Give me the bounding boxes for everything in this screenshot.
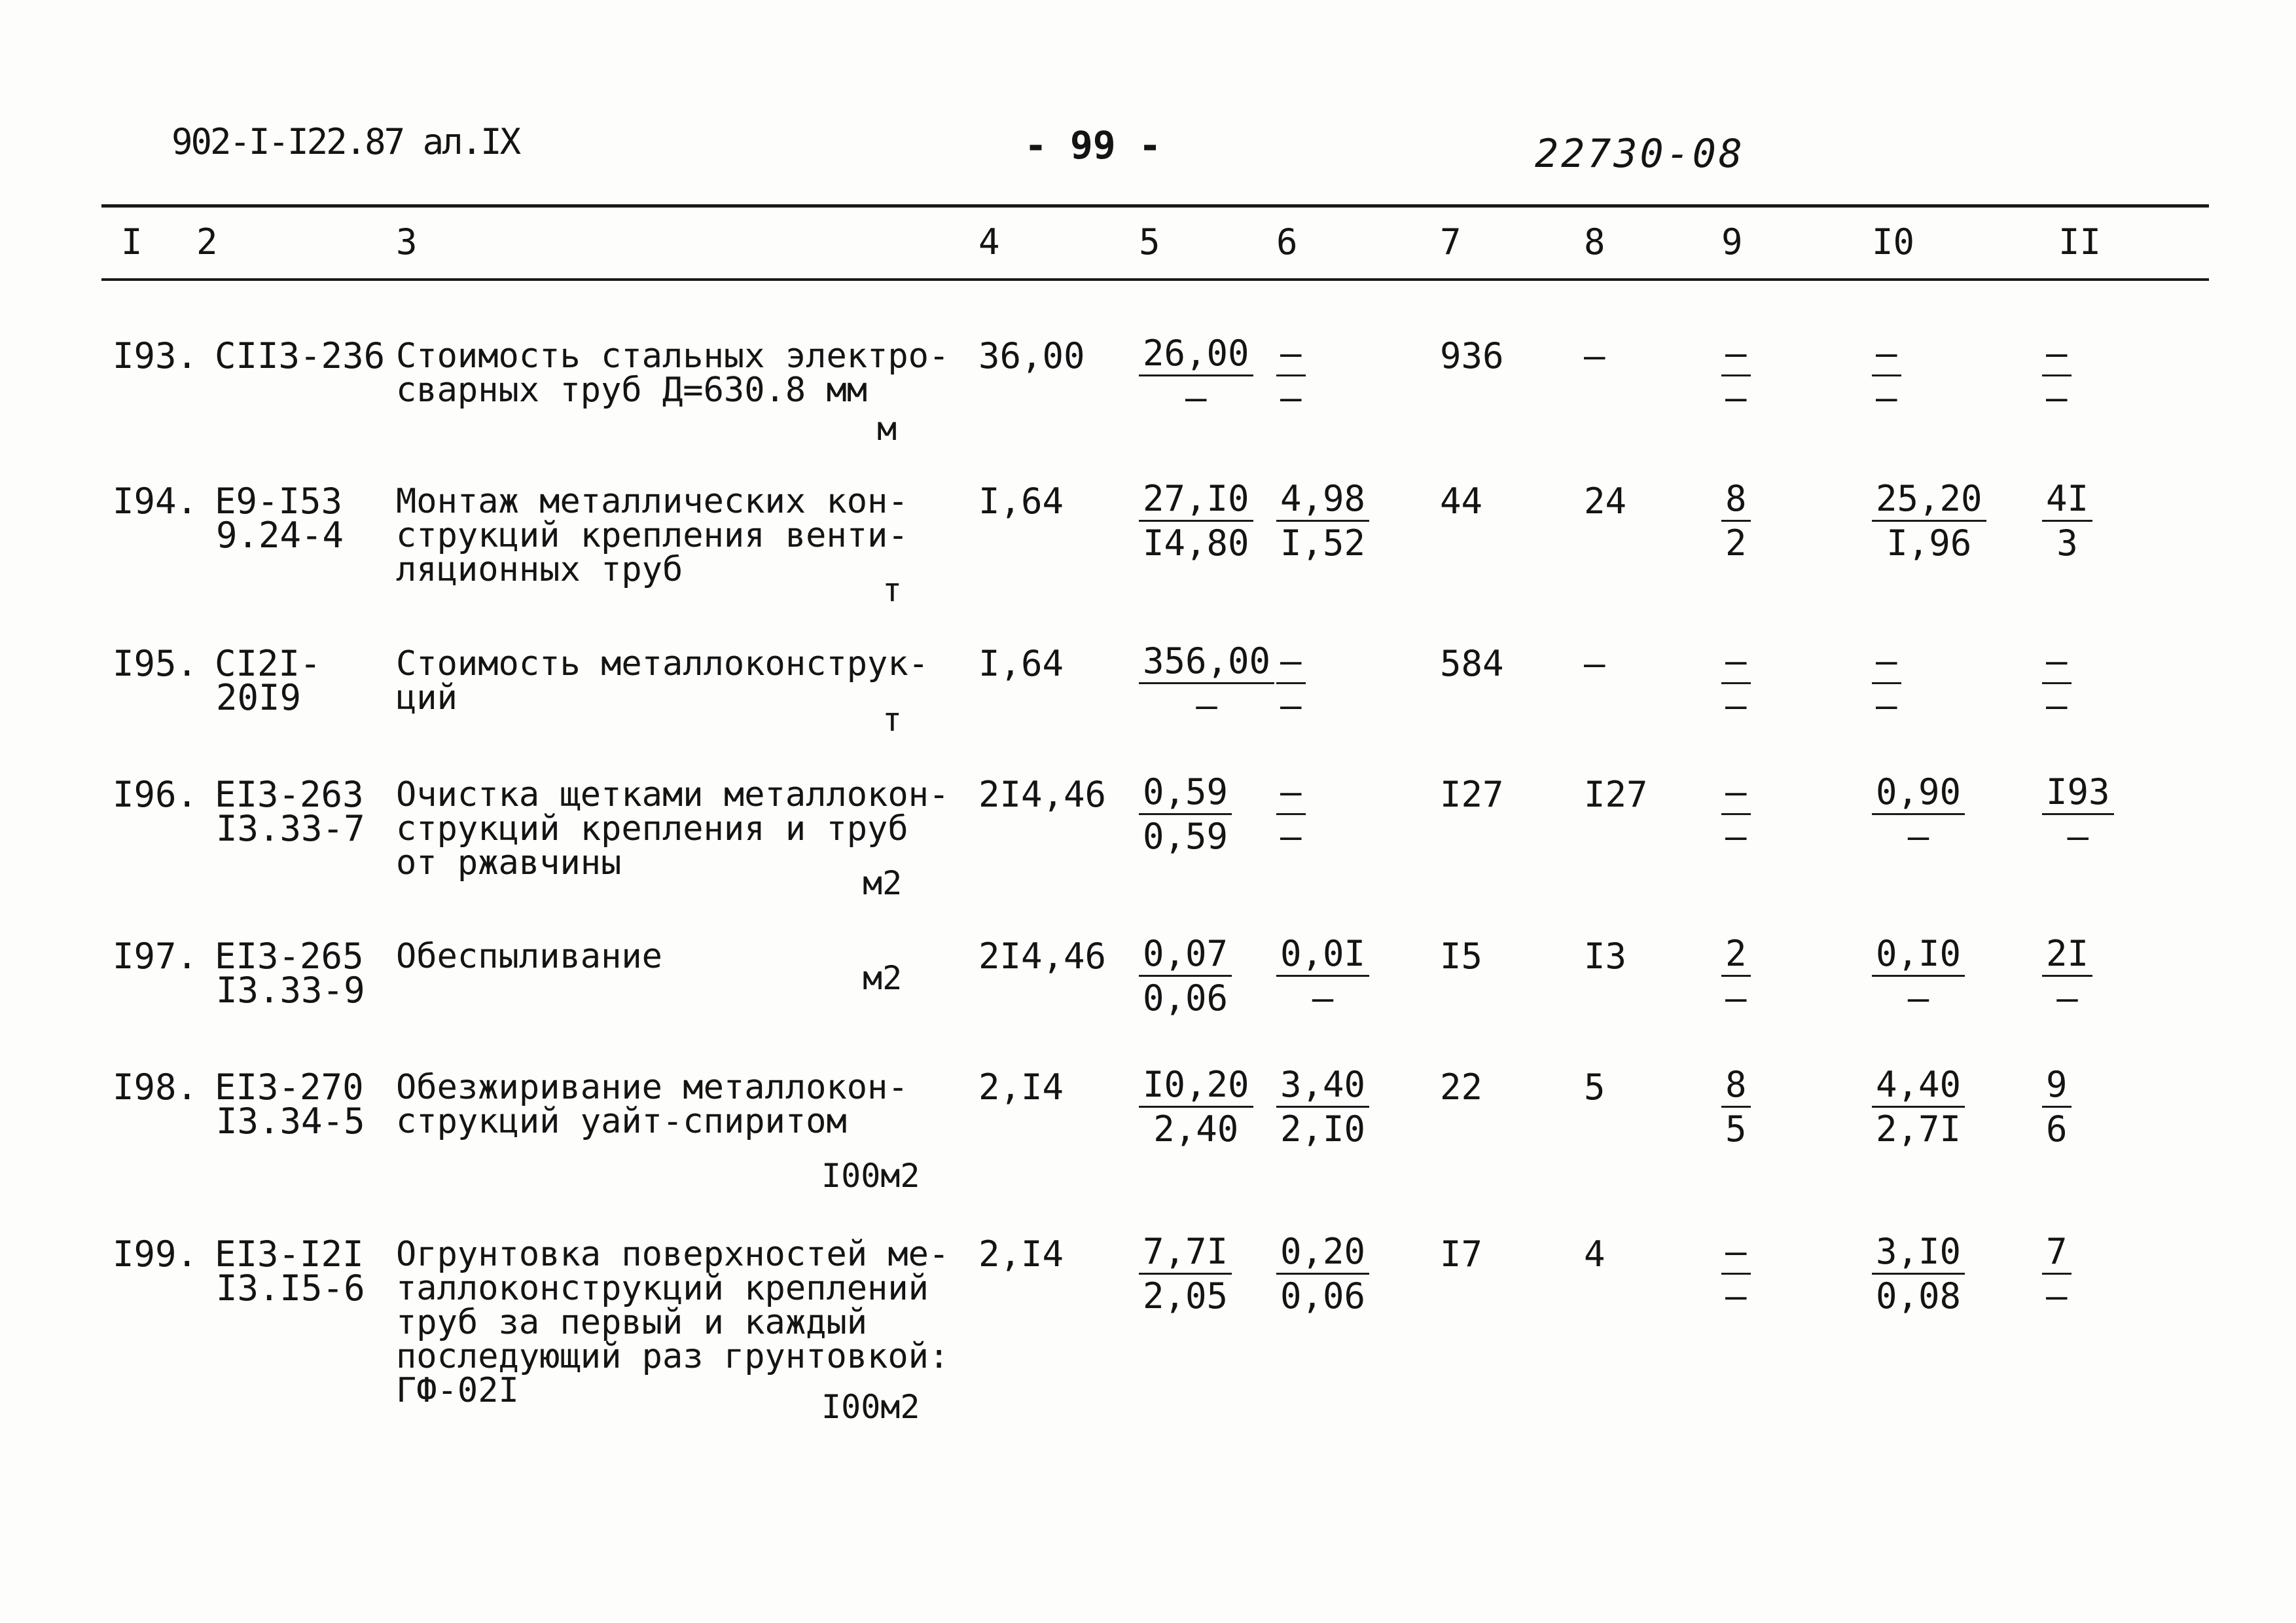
cost-fraction xyxy=(1872,335,1901,420)
fraction-denominator: – xyxy=(2046,685,2068,726)
cost-fraction xyxy=(1276,933,1369,1020)
work-description: струкций уайт-спиритом xyxy=(396,1102,847,1141)
cost-fraction xyxy=(1139,771,1232,858)
wages-cost: – xyxy=(1584,643,1605,684)
fraction-denominator: 6 xyxy=(2046,1108,2068,1150)
work-description: последующий раз грунтовкой: xyxy=(396,1337,950,1376)
fraction-denominator: 0,08 xyxy=(1876,1275,1962,1317)
fraction-denominator: 0,06 xyxy=(1280,1275,1366,1317)
column-number: 9 xyxy=(1721,221,1743,263)
table-header-rule xyxy=(101,278,2209,281)
cost-fraction xyxy=(1872,933,1965,1020)
fraction-denominator: – xyxy=(1876,377,1897,418)
total-cost: I27 xyxy=(1440,774,1504,815)
total-cost: 44 xyxy=(1440,481,1483,522)
fraction-numerator: – xyxy=(1872,643,1901,684)
column-number: 5 xyxy=(1139,221,1160,263)
work-description: струкций крепления и труб xyxy=(396,809,908,848)
cost-fraction xyxy=(1721,933,1751,1020)
document-code: 902-I-I22.87 ал.IX xyxy=(171,121,520,162)
work-description: таллоконструкций креплений xyxy=(396,1269,929,1308)
fraction-numerator: 27,I0 xyxy=(1139,481,1253,522)
norm-code: I3.I5-6 xyxy=(216,1267,365,1309)
fraction-numerator: 3,40 xyxy=(1276,1067,1369,1108)
cost-fraction xyxy=(1276,478,1369,565)
work-description: труб за первый и каждый xyxy=(396,1303,868,1342)
fraction-numerator: 7,7I xyxy=(1139,1233,1232,1275)
column-number: 7 xyxy=(1440,221,1462,263)
row-number: I93. xyxy=(113,335,198,376)
fraction-denominator: – xyxy=(1196,685,1217,726)
cost-fraction xyxy=(1721,771,1751,858)
fraction-numerator: 0,20 xyxy=(1276,1233,1369,1275)
fraction-numerator: – xyxy=(2042,335,2072,376)
wages-cost: 24 xyxy=(1584,481,1627,522)
fraction-numerator: 7 xyxy=(2042,1233,2072,1275)
fraction-numerator: – xyxy=(1872,335,1901,376)
fraction-denominator: – xyxy=(1725,816,1747,857)
column-number: 2 xyxy=(196,221,218,263)
norm-code: EI3-I2I xyxy=(215,1233,364,1275)
norm-code: EI3-263 xyxy=(215,774,364,815)
quantity: 2I4,46 xyxy=(978,774,1107,815)
fraction-denominator: I4,80 xyxy=(1143,522,1249,564)
cost-fraction xyxy=(2042,933,2092,1020)
unit-of-measure: I00м2 xyxy=(821,1388,920,1426)
work-description: Огрунтовка поверхностей ме- xyxy=(396,1235,950,1274)
fraction-numerator: 0,I0 xyxy=(1872,936,1965,977)
fraction-denominator: – xyxy=(1280,816,1302,857)
cost-fraction xyxy=(2042,478,2092,565)
fraction-numerator: 8 xyxy=(1721,481,1751,522)
cost-fraction xyxy=(1721,1233,1751,1318)
wages-cost: 5 xyxy=(1584,1067,1605,1108)
cost-fraction xyxy=(1721,1064,1751,1151)
fraction-denominator: I,96 xyxy=(1886,522,1972,564)
fraction-numerator: I93 xyxy=(2042,774,2114,815)
norm-code: CII3-236 xyxy=(215,335,386,376)
wages-cost: – xyxy=(1584,335,1605,376)
fraction-numerator: I0,20 xyxy=(1139,1067,1253,1108)
cost-fraction xyxy=(1721,640,1751,727)
work-description: ций xyxy=(396,678,457,718)
cost-fraction xyxy=(1276,1233,1369,1318)
unit-of-measure: м2 xyxy=(863,864,903,902)
cost-fraction xyxy=(1872,1064,1965,1151)
fraction-numerator: – xyxy=(1721,335,1751,376)
work-description: струкций крепления венти- xyxy=(396,516,908,555)
fraction-denominator: – xyxy=(1725,377,1747,418)
total-cost: 584 xyxy=(1440,643,1504,684)
fraction-denominator: – xyxy=(2056,977,2078,1019)
cost-fraction xyxy=(1872,1233,1965,1318)
total-cost: 22 xyxy=(1440,1067,1483,1108)
cost-fraction xyxy=(1872,478,1986,565)
fraction-denominator: 2,I0 xyxy=(1280,1108,1366,1150)
norm-code: 20I9 xyxy=(216,677,302,718)
quantity: 2I4,46 xyxy=(978,936,1107,977)
fraction-denominator: – xyxy=(1725,977,1747,1019)
fraction-denominator: – xyxy=(2067,816,2089,857)
work-description: Обезжиривание металлокон- xyxy=(396,1068,908,1107)
fraction-numerator: – xyxy=(1276,643,1306,684)
cost-fraction xyxy=(1139,1064,1253,1151)
column-number: I0 xyxy=(1872,221,1915,263)
work-description: ГФ-02I xyxy=(396,1371,519,1410)
table-top-rule xyxy=(101,204,2209,208)
cost-fraction xyxy=(1721,478,1751,565)
column-number: I xyxy=(121,221,143,263)
work-description: Очистка щетками металлокон- xyxy=(396,775,950,814)
fraction-denominator: – xyxy=(1280,685,1302,726)
cost-fraction xyxy=(2042,1233,2072,1318)
row-number: I98. xyxy=(113,1067,198,1108)
fraction-denominator: 5 xyxy=(1725,1108,1747,1150)
work-description: сварных труб Д=630.8 мм xyxy=(396,371,868,410)
work-description: Стоимость стальных электро- xyxy=(396,337,950,376)
fraction-denominator: 2,05 xyxy=(1143,1275,1229,1317)
total-cost: I7 xyxy=(1440,1233,1483,1275)
fraction-numerator: 4,40 xyxy=(1872,1067,1965,1108)
column-number: II xyxy=(2058,221,2102,263)
unit-of-measure: м xyxy=(877,410,897,448)
row-number: I96. xyxy=(113,774,198,815)
fraction-denominator: – xyxy=(1876,685,1897,726)
fraction-numerator: 0,07 xyxy=(1139,936,1232,977)
fraction-numerator: 356,00 xyxy=(1139,643,1274,684)
work-description: Обеспыливание xyxy=(396,937,662,976)
fraction-denominator: 2,40 xyxy=(1153,1108,1239,1150)
unit-of-measure: I00м2 xyxy=(821,1157,920,1195)
norm-code: I3.33-7 xyxy=(216,808,365,849)
fraction-denominator: – xyxy=(1312,977,1334,1019)
fraction-numerator: – xyxy=(1276,335,1306,376)
fraction-numerator: 3,I0 xyxy=(1872,1233,1965,1275)
page-number: - 99 - xyxy=(1024,123,1162,168)
cost-fraction xyxy=(1872,771,1965,858)
cost-fraction xyxy=(1276,771,1306,858)
cost-fraction xyxy=(2042,335,2072,420)
fraction-denominator: 2 xyxy=(1725,522,1747,564)
cost-fraction xyxy=(1139,335,1253,420)
cost-fraction xyxy=(1276,1064,1369,1151)
cost-fraction xyxy=(2042,1064,2072,1151)
cost-fraction xyxy=(1276,640,1306,727)
fraction-numerator: 8 xyxy=(1721,1067,1751,1108)
cost-fraction xyxy=(1139,1233,1232,1318)
total-cost: I5 xyxy=(1440,936,1483,977)
quantity: I,64 xyxy=(978,481,1064,522)
quantity: 2,I4 xyxy=(978,1233,1064,1275)
stamp-number: 22730-08 xyxy=(1535,131,1745,177)
norm-code: I3.34-5 xyxy=(216,1101,365,1142)
fraction-numerator: 9 xyxy=(2042,1067,2072,1108)
fraction-numerator: 0,0I xyxy=(1276,936,1369,977)
column-number: 6 xyxy=(1276,221,1298,263)
cost-fraction xyxy=(1872,640,1901,727)
work-description: ляционных труб xyxy=(396,550,683,589)
unit-of-measure: м2 xyxy=(863,959,903,997)
fraction-denominator: – xyxy=(1725,685,1747,726)
fraction-numerator: 26,00 xyxy=(1139,335,1253,376)
column-number: 8 xyxy=(1584,221,1605,263)
wages-cost: I27 xyxy=(1584,774,1648,815)
total-cost: 936 xyxy=(1440,335,1504,376)
fraction-numerator: – xyxy=(1721,774,1751,815)
fraction-numerator: – xyxy=(1276,774,1306,815)
quantity: 2,I4 xyxy=(978,1067,1064,1108)
fraction-denominator: I,52 xyxy=(1280,522,1366,564)
fraction-numerator: – xyxy=(1721,1233,1751,1275)
norm-code: CI2I- xyxy=(215,643,321,684)
fraction-numerator: 0,59 xyxy=(1139,774,1232,815)
fraction-denominator: 3 xyxy=(2056,522,2078,564)
norm-code: E9-I53 xyxy=(215,481,343,522)
cost-fraction xyxy=(1139,640,1274,727)
column-number: 3 xyxy=(396,221,418,263)
unit-of-measure: т xyxy=(882,571,903,609)
work-description: от ржавчины xyxy=(396,843,622,883)
cost-fraction xyxy=(1139,478,1253,565)
fraction-denominator: – xyxy=(1725,1275,1747,1317)
fraction-denominator: – xyxy=(1280,377,1302,418)
fraction-denominator: 2,7I xyxy=(1876,1108,1962,1150)
norm-code: EI3-265 xyxy=(215,936,364,977)
fraction-denominator: 0,06 xyxy=(1143,977,1229,1019)
fraction-numerator: 4I xyxy=(2042,481,2092,522)
work-description: Монтаж металлических кон- xyxy=(396,482,908,521)
row-number: I94. xyxy=(113,481,198,522)
norm-code: I3.33-9 xyxy=(216,970,365,1011)
fraction-denominator: – xyxy=(2046,377,2068,418)
quantity: 36,00 xyxy=(978,335,1085,376)
fraction-numerator: 4,98 xyxy=(1276,481,1369,522)
fraction-denominator: – xyxy=(1907,977,1929,1019)
work-description: Стоимость металлоконструк- xyxy=(396,644,929,684)
norm-code: EI3-270 xyxy=(215,1067,364,1108)
wages-cost: I3 xyxy=(1584,936,1627,977)
row-number: I99. xyxy=(113,1233,198,1275)
fraction-denominator: – xyxy=(1907,816,1929,857)
fraction-denominator: – xyxy=(1185,377,1207,418)
row-number: I97. xyxy=(113,936,198,977)
fraction-denominator: – xyxy=(2046,1275,2068,1317)
column-number: 4 xyxy=(978,221,1000,263)
fraction-numerator: 2I xyxy=(2042,936,2092,977)
cost-fraction xyxy=(1721,335,1751,420)
fraction-numerator: – xyxy=(1721,643,1751,684)
fraction-numerator: 25,20 xyxy=(1872,481,1986,522)
cost-fraction xyxy=(1139,933,1232,1020)
quantity: I,64 xyxy=(978,643,1064,684)
fraction-numerator: – xyxy=(2042,643,2072,684)
norm-code: 9.24-4 xyxy=(216,515,344,556)
wages-cost: 4 xyxy=(1584,1233,1605,1275)
cost-fraction xyxy=(1276,335,1306,420)
fraction-numerator: 2 xyxy=(1721,936,1751,977)
unit-of-measure: т xyxy=(882,701,903,739)
fraction-denominator: 0,59 xyxy=(1143,816,1229,857)
cost-fraction xyxy=(2042,640,2072,727)
cost-fraction xyxy=(2042,771,2114,858)
row-number: I95. xyxy=(113,643,198,684)
fraction-numerator: 0,90 xyxy=(1872,774,1965,815)
